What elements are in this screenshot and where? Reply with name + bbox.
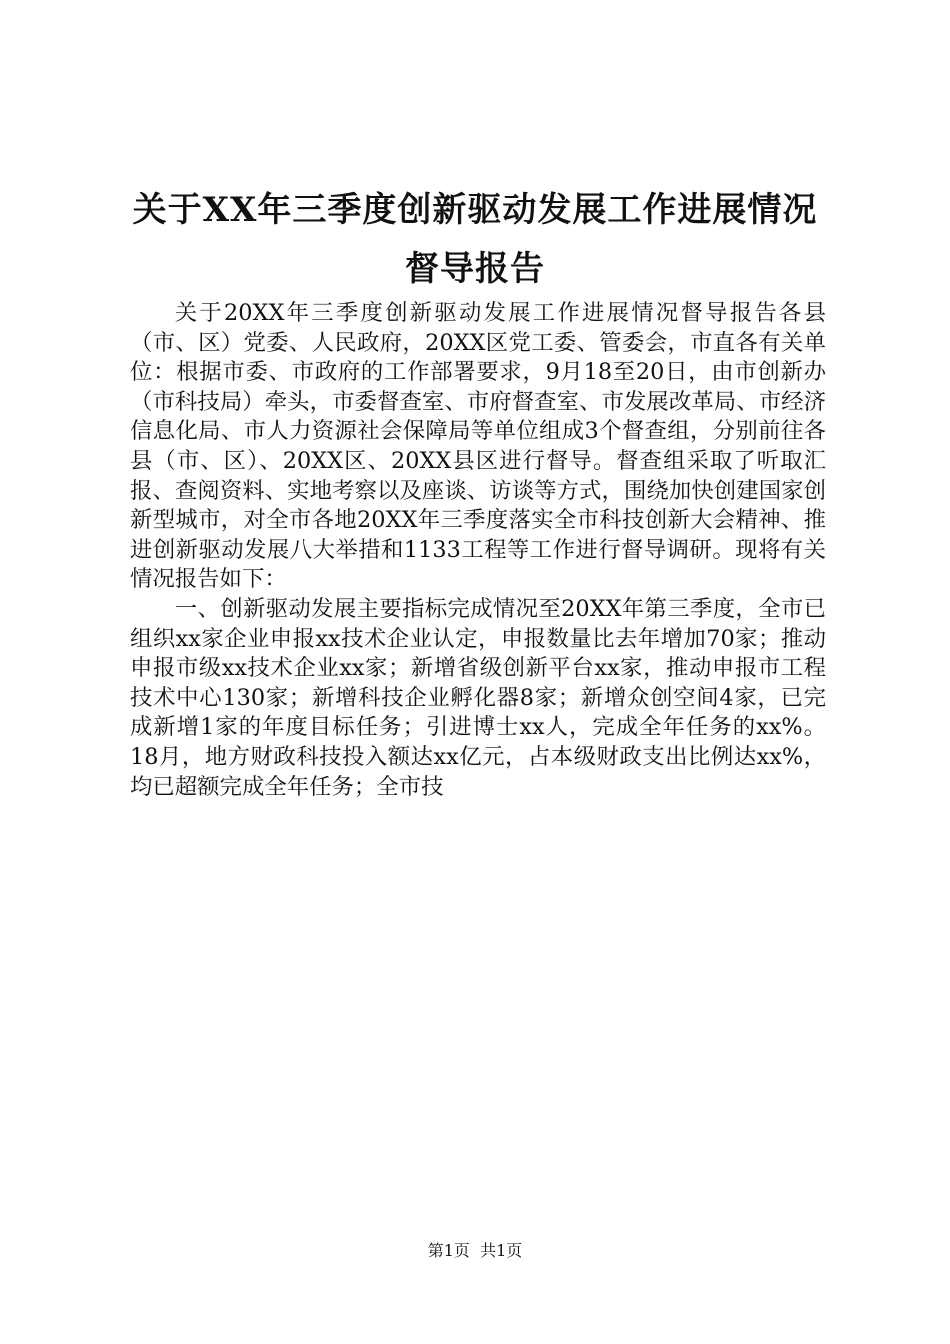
page-footer — [0, 1240, 950, 1262]
body-paragraph-section-1: 一、创新驱动发展主要指标完成情况至20XX年第三季度，全市已组织xx家企业申报xx技术企业认定，申报数量比去年增加70家；推动申报市级xx技术企业xx家；新增省级创新平台xx家，推动申报市工程技术中心130家；新增科技企业孵化器8家；新增众创空间4家，已完成新增1家的年度目标任务；引进博士xx人，完成全年任务的xx%。18月，地方财政科技投入额达xx亿元，占本级财政支出比例达xx%，均已超额完成全年任务；全市技 — [130, 595, 826, 800]
document-title-line-1: 关于XX年三季度创新驱动发展工作进展情况 — [132, 190, 818, 230]
body-paragraph-intro: 关于20XX年三季度创新驱动发展工作进展情况督导报告各县（市、区）党委、人民政府，20XX区党工委、管委会，市直各有关单位：根据市委、市政府的工作部署要求，9月18至20日，由市创新办（市科技局）牵头，市委督查室、市府督查室、市发展改革局、市经济信息化局、市人力资源社会保障局等单位组成3个督查组，分别前往各县（市、区）、20XX区、20XX县区进行督导。督查组采取了听取汇报、查阅资料、实地考察以及座谈、访谈等方式，围绕加快创建国家创新型城市，对全市各地20XX年三季度落实全市科技创新大会精神、推进创新驱动发展八大举措和1133工程等工作进行督导调研。现将有关情况报告如下： — [130, 300, 826, 593]
document-body — [130, 299, 826, 802]
document-title-line-2: 督导报告 — [405, 249, 545, 289]
page-number: 第1页 — [427, 1241, 470, 1260]
page-total: 共1页 — [480, 1241, 523, 1260]
footer-separator — [470, 1241, 480, 1260]
